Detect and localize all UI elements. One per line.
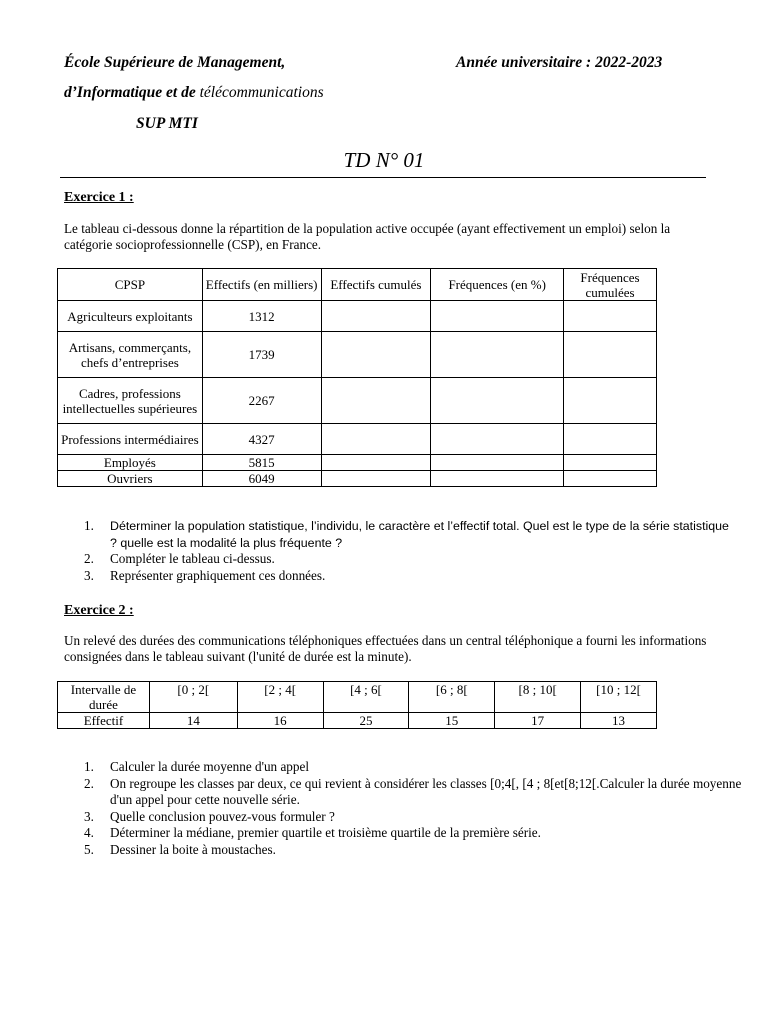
list-item — [84, 808, 752, 826]
table-cell-empty — [321, 424, 431, 455]
school-name-line1: École Supérieure de Management, — [64, 54, 286, 71]
table-cell-interval: [4 ; 6[ — [323, 682, 409, 713]
exercise2-intro: Un relevé des durées des communications téléphoniques effectuées dans un central téléphonique a fourni les informations consignées dans le tableau suivant (l'unité de durée est la minute). — [64, 633, 707, 664]
question-text: Dessiner la boite à moustaches. — [110, 841, 276, 857]
question-text: Calculer la durée moyenne d'un appel — [110, 759, 310, 774]
question-text: Déterminer la médiane, premier quartile et troisième quartile de la première série. — [110, 825, 541, 840]
table-cell-count: 5815 — [202, 455, 321, 471]
question-number: 4. — [84, 825, 94, 840]
table-cell-count: 17 — [495, 713, 581, 729]
academic-year: Année universitaire : 2022-2023 — [456, 54, 663, 71]
table-row — [58, 301, 657, 332]
table-cell-count: 16 — [237, 713, 323, 729]
table-cell-count: 25 — [323, 713, 409, 729]
table-cell-category: Artisans, commerçants, chefs d’entreprises — [58, 332, 203, 378]
table-cell-count: 14 — [149, 713, 237, 729]
question-number: 3. — [84, 808, 94, 824]
exercise1-heading: Exercice 1 : — [64, 190, 134, 205]
table-row-label: Intervalle de durée — [58, 682, 150, 713]
table-row — [58, 471, 657, 487]
csp-table — [57, 268, 657, 487]
table-cell-empty — [564, 378, 657, 424]
table-cell-count: 1739 — [202, 332, 321, 378]
table-cell-interval: [8 ; 10[ — [495, 682, 581, 713]
question-number: 3. — [84, 567, 94, 583]
question-text-part: . Quel est le type de la série statistique ? quelle est la modalité la plus fréquente ? — [110, 519, 729, 550]
school-name-line2 — [64, 84, 324, 102]
question-number: 2. — [84, 775, 94, 791]
table-cell-empty — [321, 301, 431, 332]
table-cell-category: Professions intermédiaires — [58, 424, 203, 455]
table-cell-empty — [564, 301, 657, 332]
table-header-cell: CPSP — [58, 269, 203, 301]
table-cell-empty — [321, 332, 431, 378]
table-cell-interval: [10 ; 12[ — [581, 682, 657, 713]
table-row — [58, 713, 657, 729]
table-cell-empty — [431, 424, 564, 455]
question-number: 2. — [84, 551, 94, 566]
table-cell-count: 6049 — [202, 471, 321, 487]
table-row — [58, 378, 657, 424]
list-item — [84, 551, 730, 568]
table-cell-category: Ouvriers — [58, 471, 203, 487]
table-cell-interval: [6 ; 8[ — [409, 682, 495, 713]
table-header-cell: Fréquences (en %) — [431, 269, 564, 301]
table-cell-empty — [431, 471, 564, 487]
question-number: 5. — [84, 841, 94, 857]
table-cell-empty — [321, 471, 431, 487]
title-divider — [60, 177, 706, 178]
list-item — [84, 775, 752, 809]
question-number: 1. — [84, 759, 94, 774]
question-text: Représenter graphiquement ces données. — [110, 567, 326, 583]
exercise2-questions — [64, 759, 752, 858]
list-item — [84, 518, 730, 551]
table-cell-count: 1312 — [202, 301, 321, 332]
table-cell-empty — [431, 301, 564, 332]
question-text: Compléter le tableau ci-dessus. — [110, 551, 275, 566]
table-cell-empty — [321, 455, 431, 471]
table-cell-count: 2267 — [202, 378, 321, 424]
table-row — [58, 269, 657, 301]
table-cell-category: Employés — [58, 455, 203, 471]
table-row — [58, 424, 657, 455]
list-item — [84, 567, 730, 585]
question-number: 1. — [84, 518, 94, 533]
exercise1-intro: Le tableau ci-dessous donne la répartition de la population active occupée (ayant effectivement un emploi) selon la catégorie socioprofessionnelle (CSP), en France. — [64, 221, 671, 252]
table-header-cell: Effectifs cumulés — [321, 269, 431, 301]
table-cell-category: Agriculteurs exploitants — [58, 301, 203, 332]
list-item — [84, 759, 752, 776]
question-text: On regroupe les classes par deux, ce qui revient à considérer les classes [0;4[, [4 ; 8[et[8;12[.Calculer la durée moyenne d'un appel pour cette nouvelle série. — [110, 775, 742, 807]
school-name-line2-bold: d’Informatique et de — [64, 84, 196, 101]
table-cell-count: 13 — [581, 713, 657, 729]
question-text: Quelle conclusion pouvez-vous formuler ? — [110, 808, 335, 824]
exercise1-questions — [64, 518, 730, 584]
table-row-label: Effectif — [58, 713, 150, 729]
table-cell-empty — [564, 332, 657, 378]
list-item — [84, 825, 752, 842]
table-cell-interval: [0 ; 2[ — [149, 682, 237, 713]
school-abbrev: SUP MTI — [136, 115, 198, 132]
school-name-line2-normal: télécommunications — [195, 84, 324, 101]
exercise2-heading: Exercice 2 : — [64, 603, 134, 618]
table-row — [58, 682, 657, 713]
table-cell-count: 15 — [409, 713, 495, 729]
table-row — [58, 332, 657, 378]
list-item — [84, 841, 752, 859]
table-cell-empty — [431, 455, 564, 471]
table-cell-empty — [564, 424, 657, 455]
table-header-cell: Effectifs (en milliers) — [202, 269, 321, 301]
table-cell-empty — [321, 378, 431, 424]
table-cell-count: 4327 — [202, 424, 321, 455]
duration-table — [57, 681, 657, 729]
table-header-cell: Fréquences cumulées — [564, 269, 657, 301]
table-cell-empty — [431, 378, 564, 424]
table-cell-category: Cadres, professions intellectuelles supérieures — [58, 378, 203, 424]
page-title: TD N° 01 — [343, 148, 425, 172]
table-cell-empty — [564, 455, 657, 471]
table-cell-empty — [431, 332, 564, 378]
table-cell-empty — [564, 471, 657, 487]
table-row — [58, 455, 657, 471]
table-cell-interval: [2 ; 4[ — [237, 682, 323, 713]
question-text-part: Déterminer la population statistique, l’individu, le caractère et l’effectif total — [110, 519, 517, 533]
